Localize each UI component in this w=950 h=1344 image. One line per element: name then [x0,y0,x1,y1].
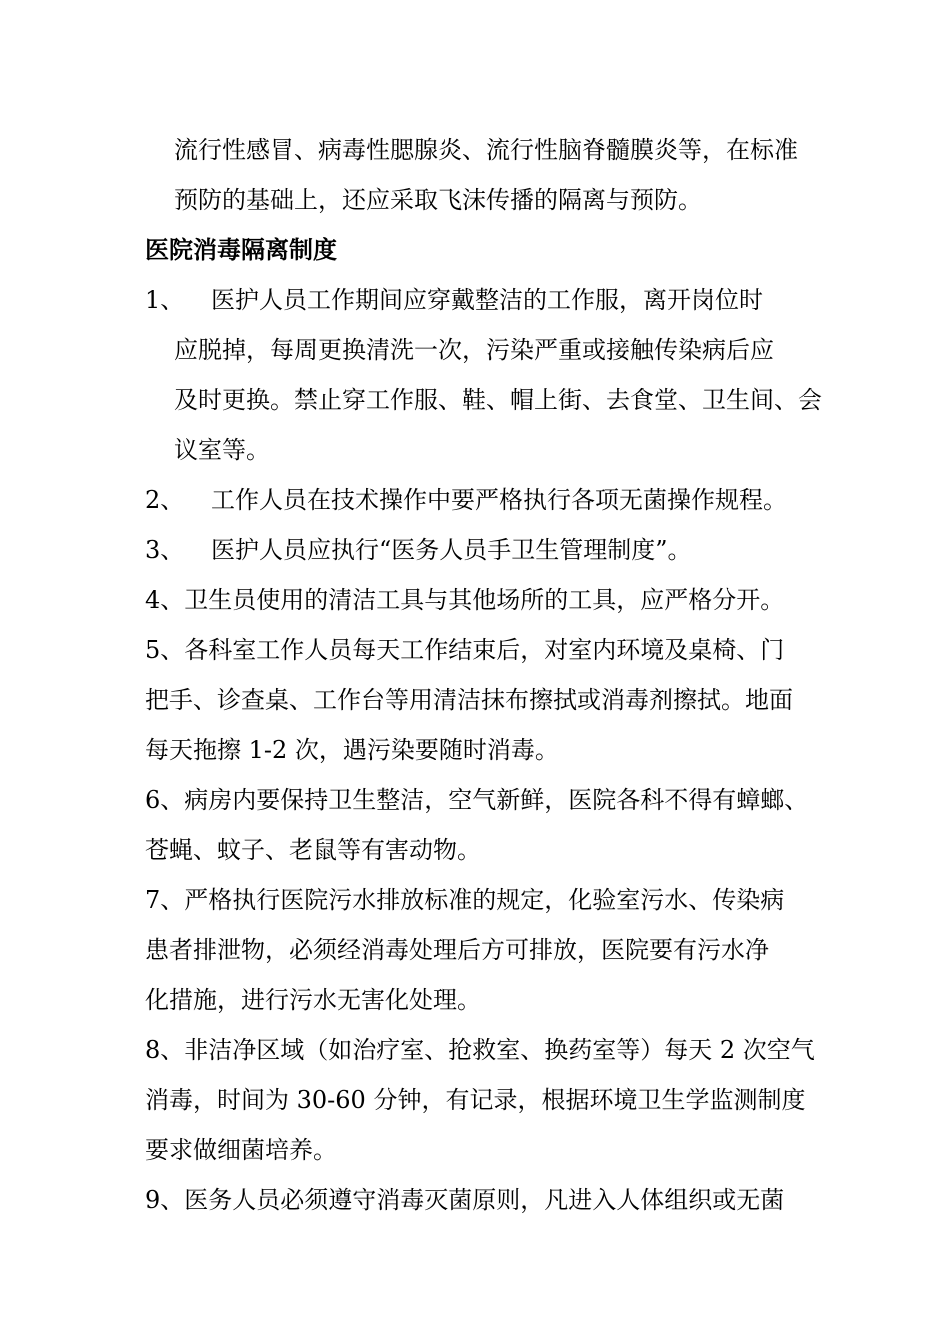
item-2 [145,475,787,525]
item-number: 3、 [145,536,185,564]
intro-line-1: 流行性感冒、病毒性腮腺炎、流行性脑脊髓膜炎等，在标准 [174,136,798,164]
item-8-line-2: 消毒，时间为 30-60 分钟，有记录，根据环境卫生学监测制度 [145,1086,806,1114]
item-9-line-1: 9、医务人员必须遵守消毒灭菌原则，凡进入人体组织或无菌 [145,1186,785,1214]
item-1-line-4: 议室等。 [174,436,270,464]
intro-line-2: 预防的基础上，还应采取飞沫传播的隔离与预防。 [174,186,702,214]
item-6-line-2: 苍蝇、蚊子、老鼠等有害动物。 [145,836,481,864]
section-title: 医院消毒隔离制度 [145,236,337,264]
item-5-line-2: 把手、诊查桌、工作台等用清洁抹布擦拭或消毒剂擦拭。地面 [145,686,793,714]
item-1-first-line [145,275,763,325]
item-1-line-2: 应脱掉，每周更换清洗一次，污染严重或接触传染病后应 [174,336,774,364]
item-5-line-1: 5、各科室工作人员每天工作结束后，对室内环境及桌椅、门 [145,636,785,664]
item-7-line-3: 化措施，进行污水无害化处理。 [145,986,481,1014]
item-text: 医护人员工作期间应穿戴整洁的工作服，离开岗位时 [211,286,763,314]
item-text: 工作人员在技术操作中要严格执行各项无菌操作规程。 [211,486,787,514]
item-7-line-1: 7、严格执行医院污水排放标准的规定，化验室污水、传染病 [145,886,785,914]
item-1-line-3: 及时更换。禁止穿工作服、鞋、帽上街、去食堂、卫生间、会 [174,386,822,414]
item-8-line-1: 8、非洁净区域（如治疗室、抢救室、换药室等）每天 2 次空气 [145,1036,815,1064]
item-7-line-2: 患者排泄物，必须经消毒处理后方可排放，医院要有污水净 [145,936,769,964]
item-5-line-3: 每天拖擦 1-2 次，遇污染要随时消毒。 [145,736,559,764]
item-6-line-1: 6、病房内要保持卫生整洁，空气新鲜，医院各科不得有蟑螂、 [145,786,809,814]
item-number: 1、 [145,286,185,314]
item-8-line-3: 要求做细菌培养。 [145,1136,337,1164]
item-4: 4、卫生员使用的清洁工具与其他场所的工具，应严格分开。 [145,586,785,614]
item-text: 医护人员应执行“医务人员手卫生管理制度”。 [211,536,692,564]
item-number: 2、 [145,486,185,514]
item-3 [145,525,692,575]
